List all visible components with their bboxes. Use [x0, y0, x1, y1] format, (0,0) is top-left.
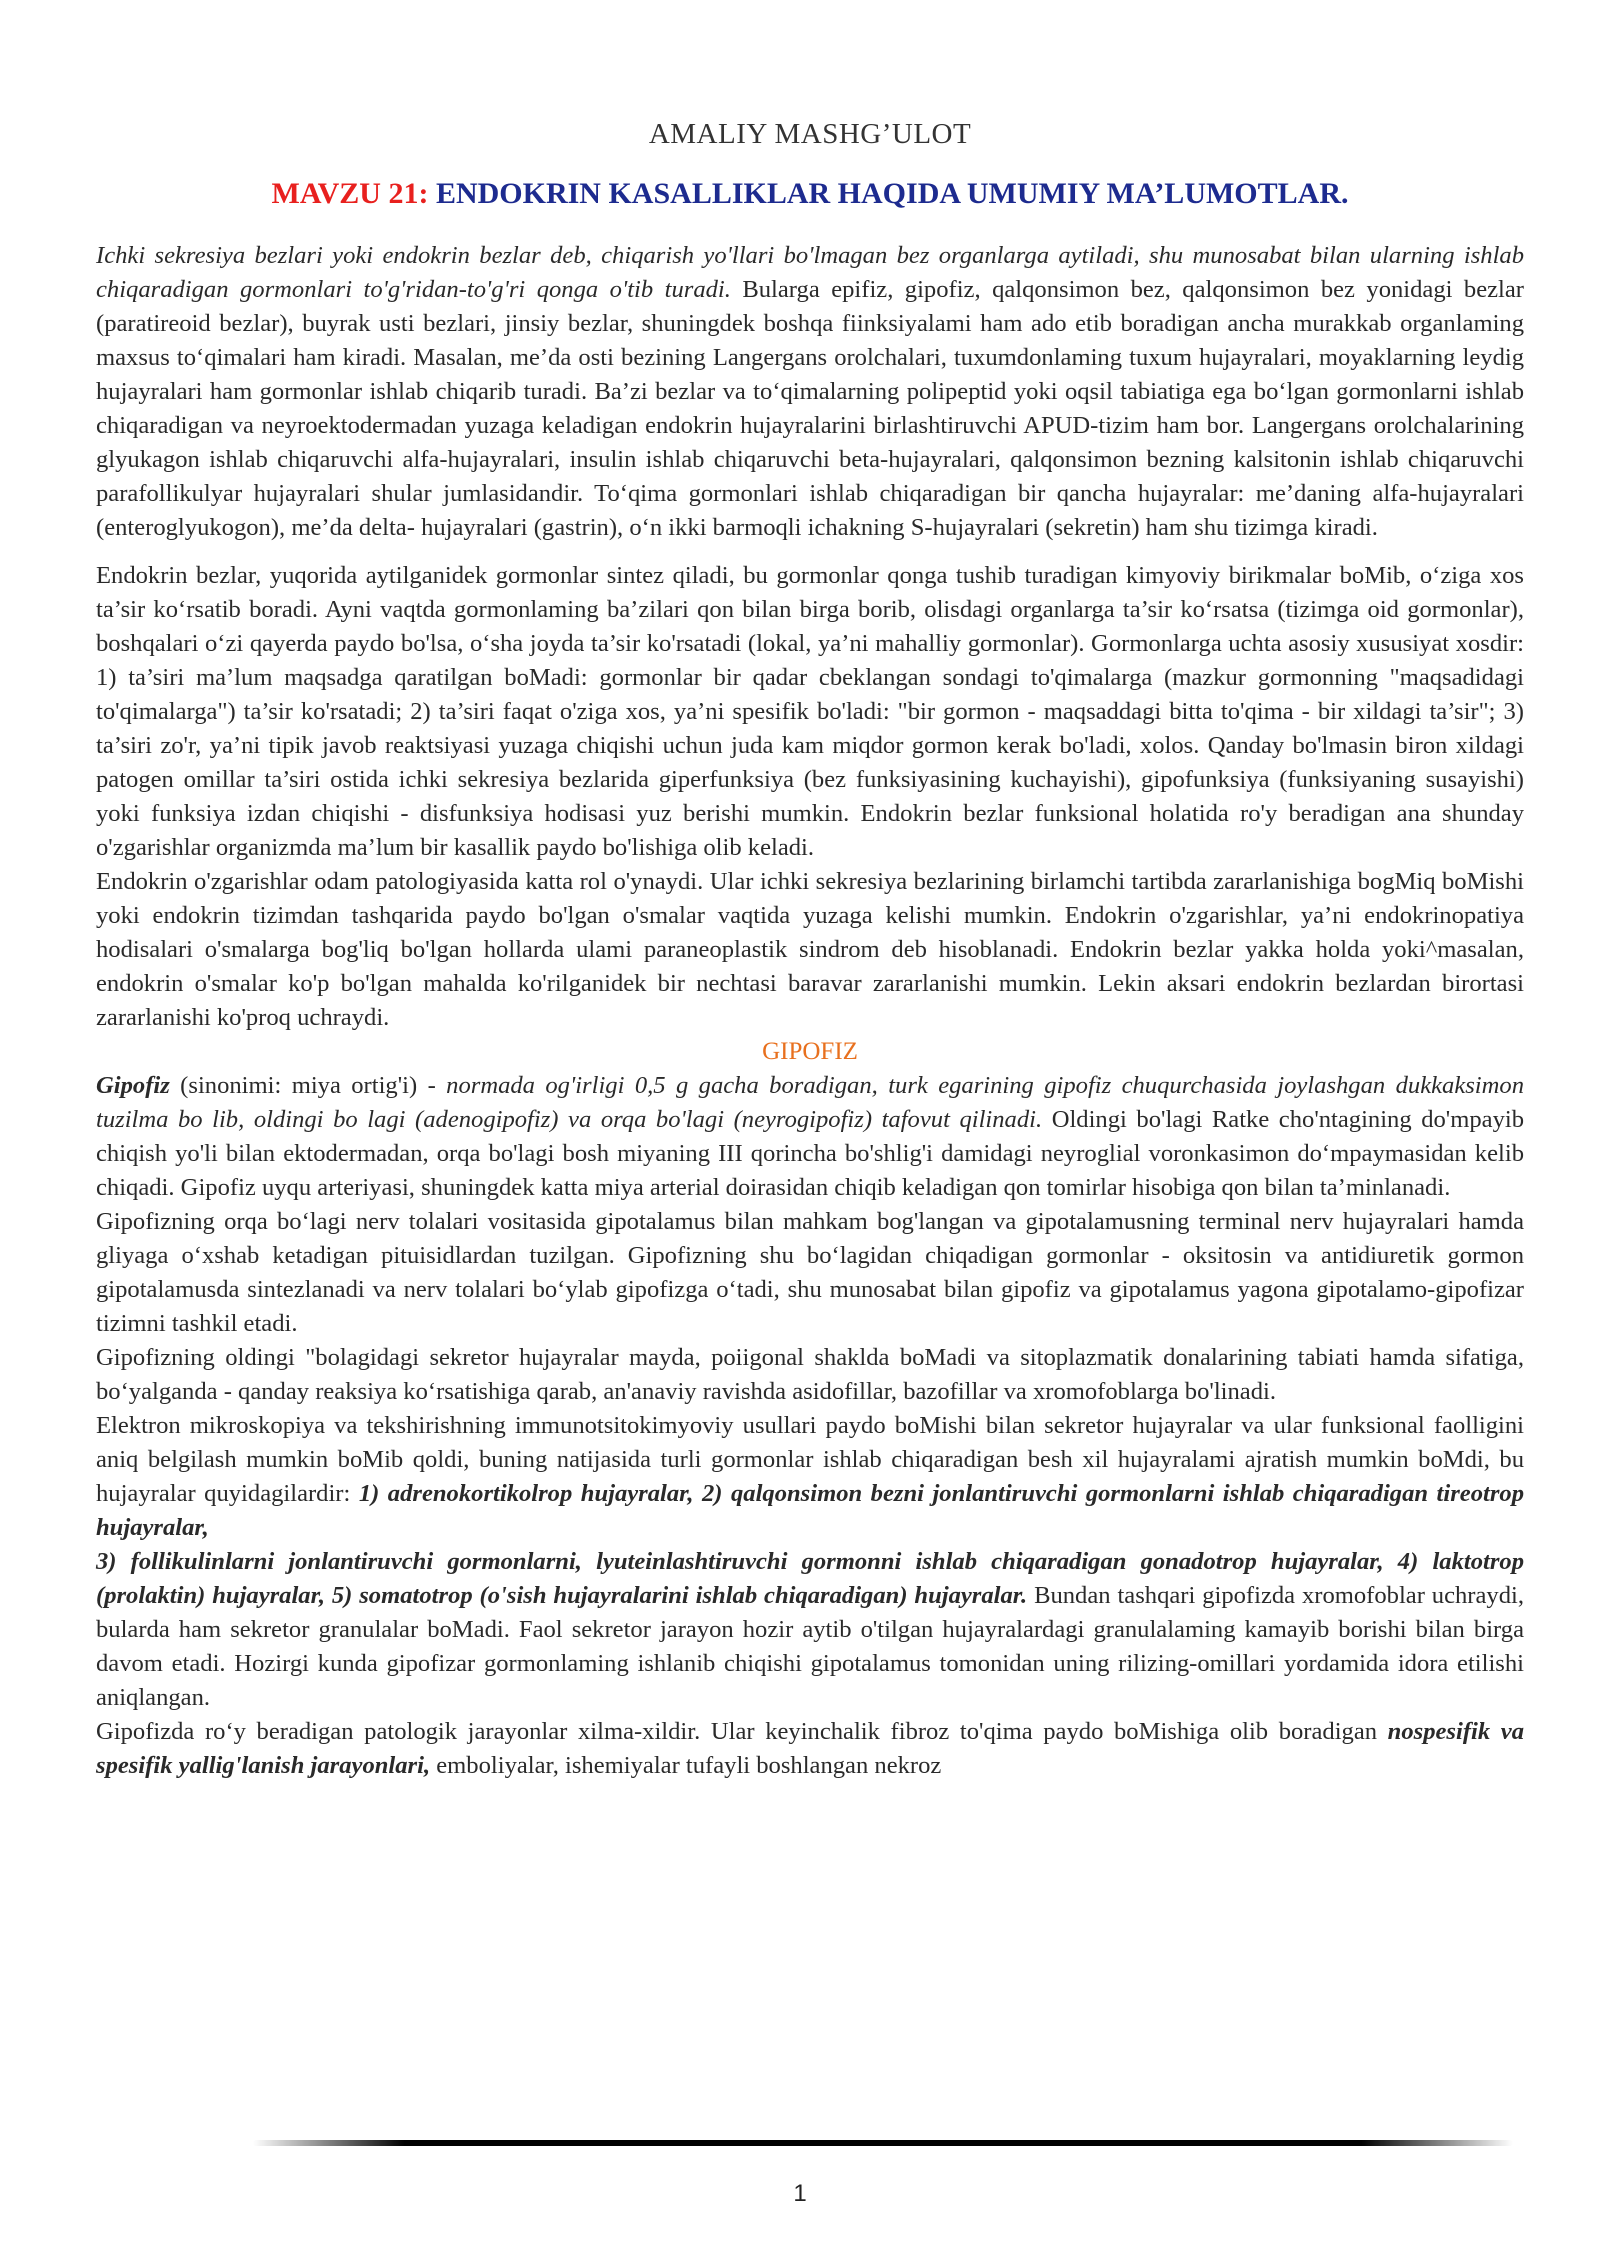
- cell-types-continued-text: Bundan tashqari gipofizda xromofoblar uchraydi, bularda ham sekretor granulalar boMadi. Faol sekretor jarayon hozir aytib o'tilgan hujayralardagi granulalaming kamayib borishi bilan birga davom etadi. Hozirgi kunda gipofizar gormonlaming ishlanib chiqishi gipotalamus tomonidan uning rilizing-omillari yordamida idora etilishi aniqlangan.: [96, 1582, 1524, 1711]
- topic-title: [96, 177, 1524, 211]
- paragraph-intro: [96, 239, 1524, 545]
- intro-text: Bularga epifiz, gipofiz, qalqonsimon bez, qalqonsimon bez yonidagi bezlar (paratireoid bezlar), buyrak usti bezlari, jinsiy bezlar, shuningdek boshqa fiinksiyalami ham ado etib boradigan ancha murakkab organlaming maxsus to‘qimalari ham kiradi. Masalan, me’da osti bezining Langergans orolchalari, tuxumdonlaming tuxum hujayralari, moyaklarning leydig hujayralari ham gormonlar ishlab chiqarib turadi. Ba’zi bezlar va to‘qimalarning polipeptid yoki oqsil tabiatiga ega bo‘lgan gormonlarni ishlab chiqaradigan va neyroektodermadan yuzaga keladigan endokrin hujayralarini birlashtiruvchi APUD-tizim ham bor. Langergans orolchalarining glyukagon ishlab chiqaruvchi alfa-hujayralari, insulin ishlab chiqaruvchi beta-hujayralari, qalqonsimon bezning kalsitonin ishlab chiqaruvchi parafollikulyar hujayralari shular jumlasidandir. To‘qima gormonlari ishlab chiqaradigan bir qancha hujayralar: me’daning alfa-hujayralari (enteroglyukogon), me’da delta- hujayralari (gastrin), o‘n ikki barmoqli ichakning S-hujayralari (sekretin) ham shu tizimga kiradi.: [96, 276, 1524, 541]
- paragraph-anterior-lobe: Gipofizning oldingi "bolagidagi sekretor hujayralar mayda, poiigonal shaklda boMadi va sitoplazmatik donalarining tabiati hamda sifatiga, bo‘yalganda - qanday reaksiya ko‘rsatishiga qarab, an'anaviy ravishda asidofillar, bazofillar va xromofoblarga bo'linadi.: [96, 1344, 1524, 1405]
- gipofiz-text: Oldingi bo'lagi Ratke cho'ntagining do'mpayib chiqish yo'li bilan ektodermadan, orqa bo'lagi bosh miyaning III qorincha bo'shlig'i damidagi neyroglial voronkasimon do‘mpaymasidan kelib chiqadi. Gipofiz uyqu arteriyasi, shuningdek katta miya arterial doirasidan chiqib keladigan qon tomirlar hisobiga qon bilan ta’minlanadi.: [96, 1106, 1525, 1201]
- topic-heading: ENDOKRIN KASALLIKLAR HAQIDA UMUMIY MA’LUMOTLAR.: [435, 177, 1349, 210]
- document-page: [96, 118, 1524, 1783]
- cell-types-list-2: 3) follikulinlarni jonlantiruvchi gormonlarni, lyuteinlashtiruvchi gormonni ishlab chiqaradigan gonadotrop hujayralar, 4) laktotrop (prolaktin) hujayralar, 5) somatotrop (o'sish hujayralarini ishlab chiqaradigan) hujayralar.: [96, 1548, 1524, 1609]
- paragraph-gipofiz-definition: [96, 1069, 1524, 1205]
- term-gipofiz: Gipofiz: [96, 1072, 170, 1099]
- intro-definition: Ichki sekresiya bezlari yoki endokrin bezlar deb, chiqarish yo'llari bo'lmagan bez organlarga aytiladi, shu munosabat bilan ularning ishlab chiqaradigan gormonlari to'g'ridan-to'g'ri qonga o'tib turadi.: [96, 242, 1524, 303]
- pathology-text-2: emboliyalar, ishemiyalar tufayli boshlangan nekroz: [430, 1752, 942, 1779]
- footer-rule: [253, 2140, 1513, 2146]
- paragraph-pathology: [96, 1715, 1524, 1783]
- paragraph-cell-types-continued: [96, 1545, 1524, 1715]
- paragraph-endocrine-changes: Endokrin o'zgarishlar odam patologiyasida katta rol o'ynaydi. Ular ichki sekresiya bezlarining birlamchi tartibda zararlanishiga bogMiq boMishi yoki endokrin tizimdan tashqarida paydo bo'lgan o'smalar vaqtida yuzaga kelishi mumkin. Endokrin o'zgarishlar, ya’ni endokrinopatiya hodisalari o'smalarga bog'liq bo'lgan hollarda ulami paraneoplastik sindrom deb hisoblanadi. Endokrin bezlar yakka holda yoki^masalan, endokrin o'smalar ko'p bo'lgan mahalda ko'rilganidek bir nechtasi baravar zararlanishi mumkin. Lekin aksari endokrin bezlardan birortasi zararlanishi ko'proq uchraydi.: [96, 868, 1524, 1031]
- cell-types-text: Elektron mikroskopiya va tekshirishning immunotsitokimyoviy usullari paydo boMishi bilan sekretor hujayralar va ular funksional faolligini aniq belgilash mumkin boMib qoldi, buning natijasida turli gormonlar ishlab chiqaradigan besh xil hujayralami ajratish mumkin boMdi, bu hujayralar quyidagilardir:: [96, 1412, 1524, 1507]
- pathology-text-1: Gipofizda ro‘y beradigan patologik jarayonlar xilma-xildir. Ular keyinchalik fibroz to'qima paydo boMishiga olib boradigan: [96, 1718, 1388, 1745]
- paragraph-cell-types: [96, 1409, 1524, 1545]
- section-heading-gipofiz: GIPOFIZ: [762, 1038, 858, 1065]
- document-header: AMALIY MASHG’ULOT: [648, 118, 972, 150]
- gipofiz-italic-definition: normada og'irligi 0,5 g gacha boradigan, turk egarining gipofiz chuqurchasida joylashgan dukkaksimon tuzilma bo lib, oldingi bo lagi (adenogipofiz) va orqa bo'lagi (neyrogipofiz) tafovut qilinadi.: [96, 1072, 1524, 1133]
- gipofiz-synonym: (sinonimi: miya ortig'i) -: [169, 1072, 447, 1099]
- page-number: 1: [793, 2180, 807, 2207]
- cell-types-list-1: 1) adrenokortikolrop hujayralar, 2) qalqonsimon bezni jonlantiruvchi gormonlarni ishlab chiqaradigan tireotrop hujayralar,: [96, 1480, 1525, 1541]
- topic-label: MAVZU 21:: [271, 177, 429, 210]
- pathology-bold: nospesifik va spesifik yallig'lanish jarayonlari,: [96, 1718, 1524, 1779]
- paragraph-posterior-lobe: Gipofizning orqa bo‘lagi nerv tolalari vositasida gipotalamus bilan mahkam bog'langan va gipotalamusning terminal nerv hujayralari hamda gliyaga o‘xshab ketadigan pituisidlardan tuzilgan. Gipofizning shu bo‘lagidan chiqadigan gormonlar - oksitosin va antidiuretik gormon gipotalamusda sintezlanadi va nerv tolalari bo‘ylab gipofizga o‘tadi, shu munosabat bilan gipofiz va gipotalamus yagona gipotalamo-gipofizar tizimni tashkil etadi.: [96, 1208, 1524, 1337]
- paragraph-hormones: Endokrin bezlar, yuqorida aytilganidek gormonlar sintez qiladi, bu gormonlar qonga tushib turadigan kimyoviy birikmalar boMib, o‘ziga xos ta’sir ko‘rsatib boradi. Ayni vaqtda gormonlaming ba’zilari qon bilan birga borib, olisdagi organlarga ta’sir ko‘rsatsa (tizimga oid gormonlar), boshqalari o‘zi qayerda paydo bo'lsa, o‘sha joyda ta’sir ko'rsatadi (lokal, ya’ni mahalliy gormonlar). Gormonlarga uchta asosiy xususiyat xosdir: 1) ta’siri ma’lum maqsadga qaratilgan boMadi: gormonlar bir qadar cbeklangan sondagi to'qimalarga (mazkur gormonning "maqsadidagi to'qimalarga") ta’sir ko'rsatadi; 2) ta’siri faqat o'ziga xos, ya’ni spesifik bo'ladi: "bir gormon - maqsaddagi bitta to'qima - bir xildagi ta’sir"; 3) ta’siri zo'r, ya’ni tipik javob reaktsiyasi yuzaga chiqishi uchun juda kam miqdor gormon kerak bo'ladi, xolos. Qanday bo'lmasin biron xildagi patogen omillar ta’siri ostida ichki sekresiya bezlarida giperfunksiya (bez funksiyasining kuchayishi), gipofunksiya (funksiyaning susayishi) yoki funksiya izdan chiqishi - disfunksiya hodisasi yuz berishi mumkin. Endokrin bezlar funksional holatida ro'y beradigan ana shunday o'zgarishlar organizmda ma’lum bir kasallik paydo bo'lishiga olib keladi.: [96, 562, 1524, 861]
